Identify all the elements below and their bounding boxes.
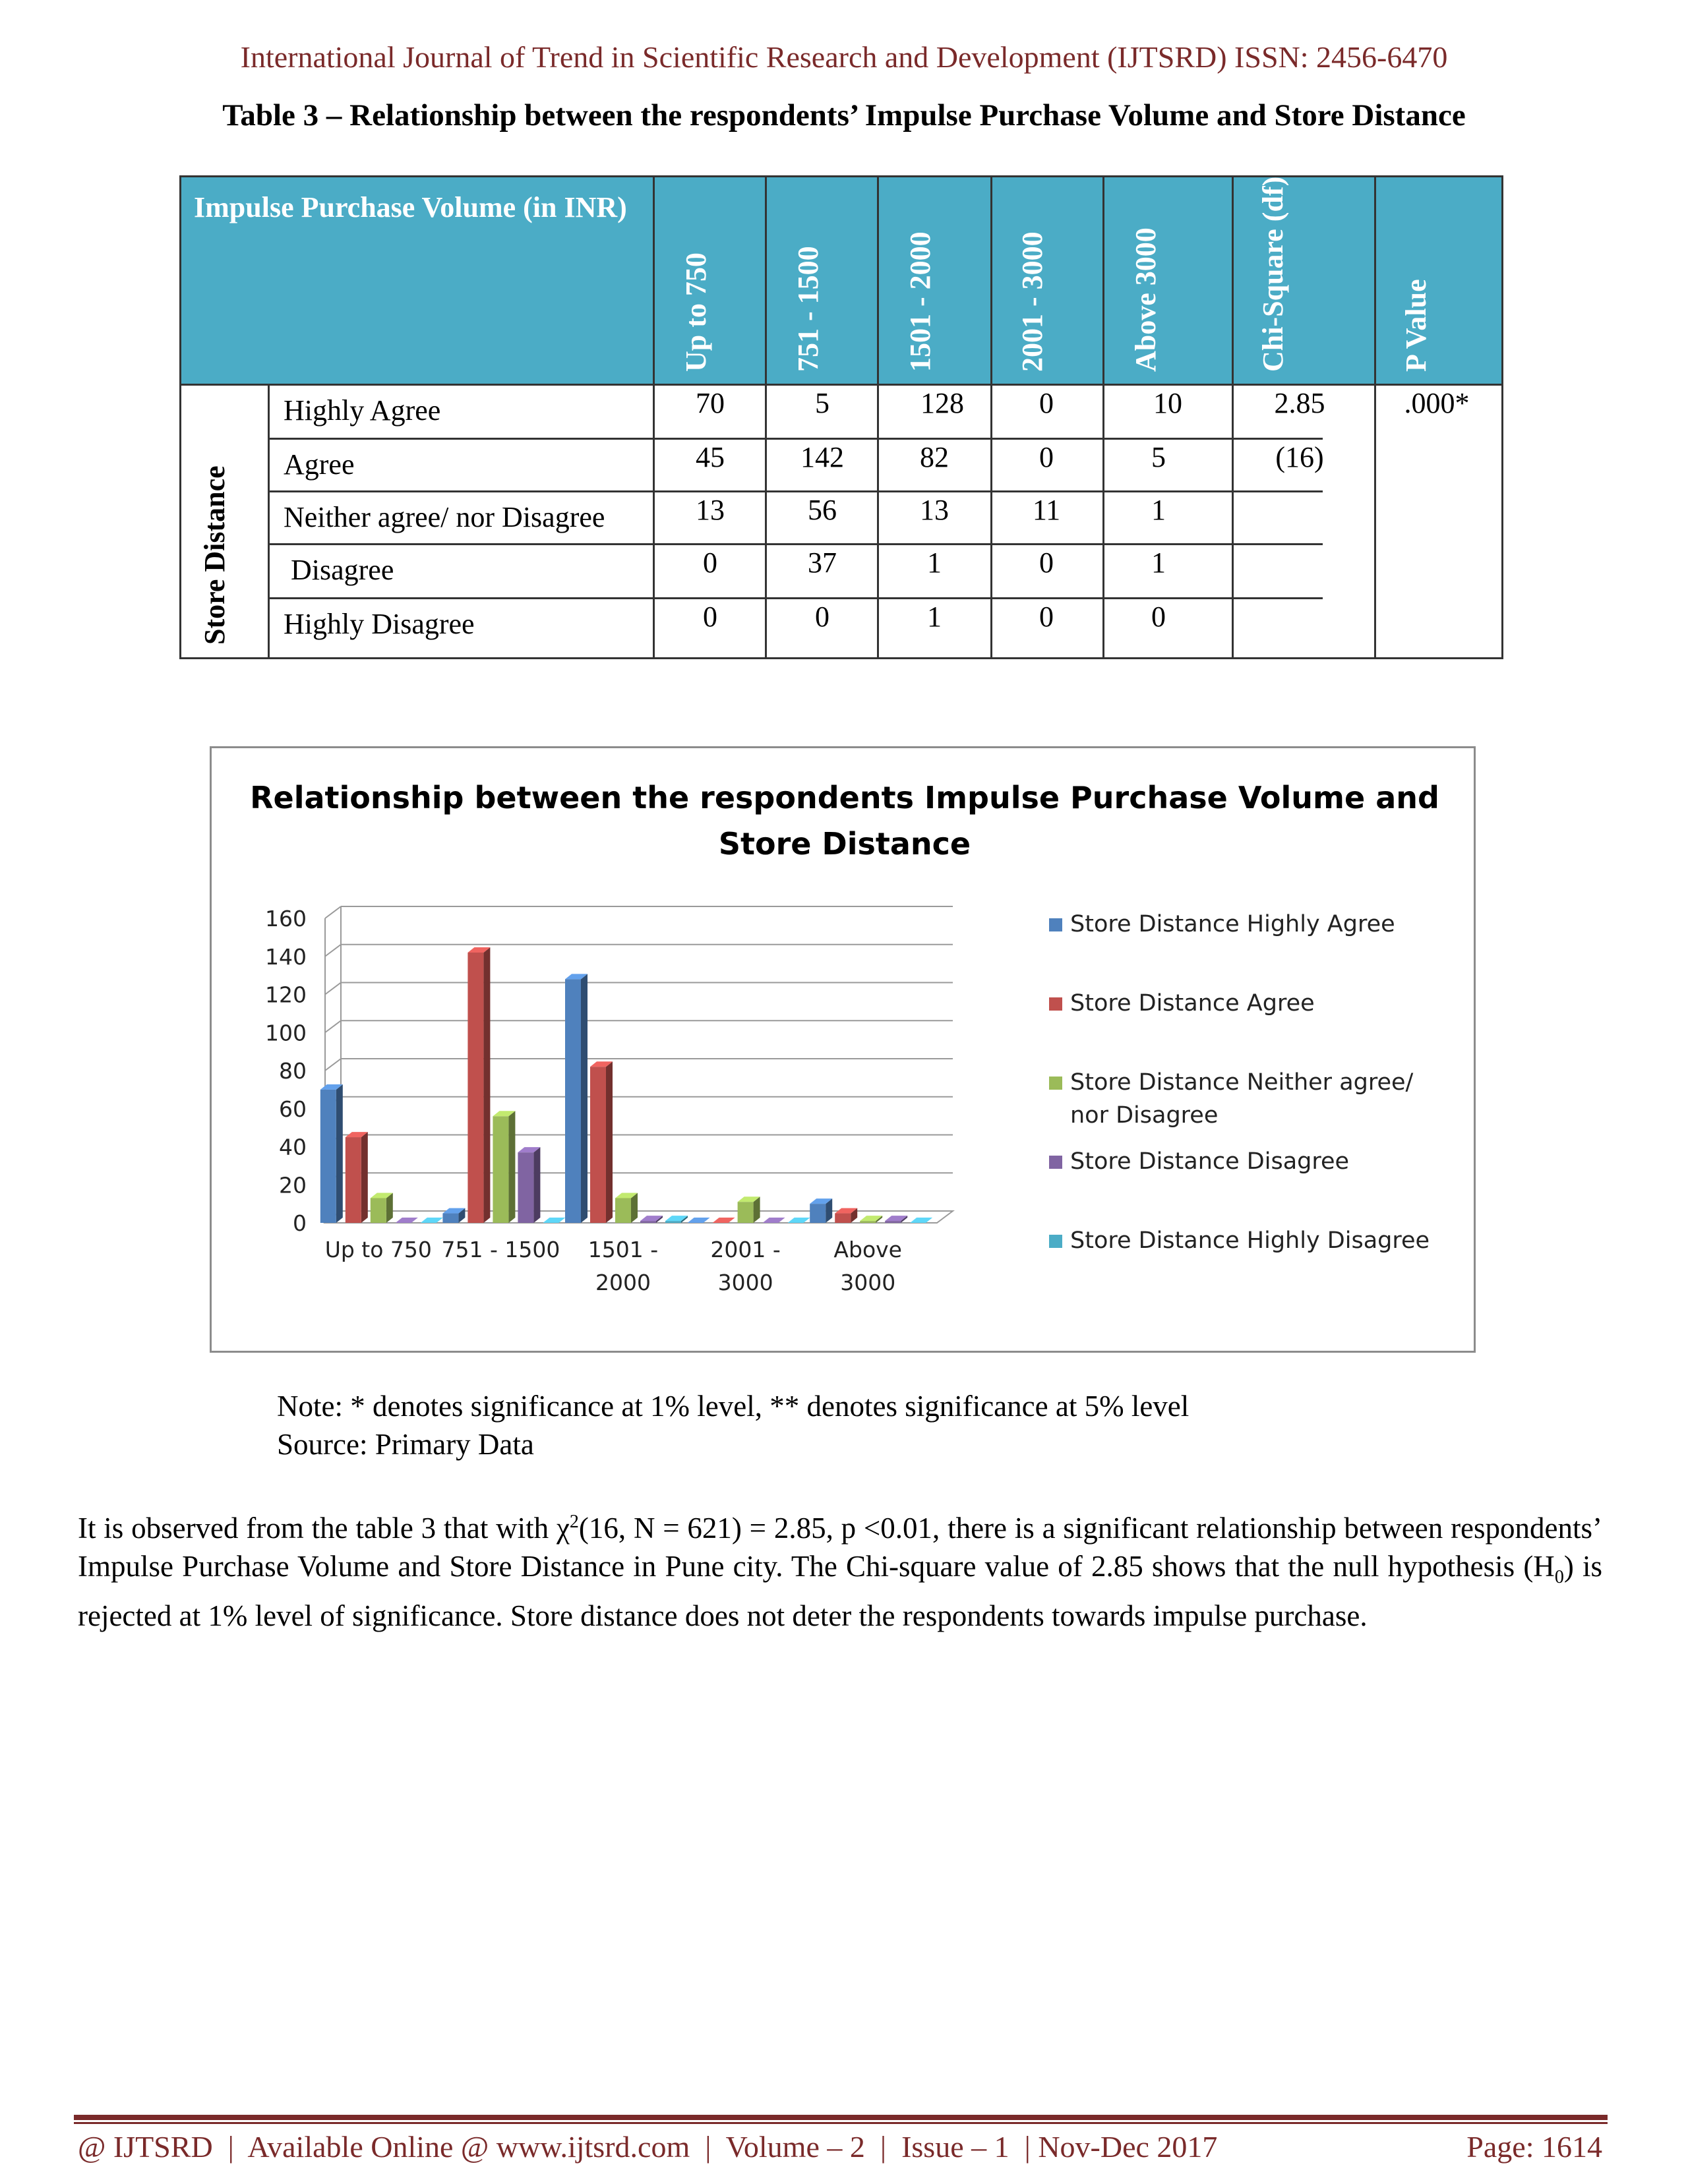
x-tick-label: 3000: [840, 1270, 896, 1295]
row-label: Highly Disagree: [284, 608, 475, 640]
row-label: Agree: [284, 448, 355, 481]
row-label: Disagree: [284, 554, 394, 586]
y-tick-label: 60: [279, 1096, 307, 1122]
bar: [810, 1204, 826, 1223]
chi-square-label: Chi-Square (df): [1257, 176, 1289, 372]
bar: [615, 1198, 631, 1223]
bar: [835, 1214, 851, 1223]
bar-side: [631, 1193, 638, 1223]
col-header-2001-3000: 2001 - 3000: [1016, 231, 1048, 372]
bar: [590, 1067, 606, 1223]
source-line: Source: Primary Data: [277, 1428, 534, 1461]
y-tick-label: 100: [265, 1020, 307, 1046]
corner-header: Impulse Purchase Volume (in INR): [194, 191, 627, 223]
page-number: Page: 1614: [1466, 2130, 1602, 2164]
gridline: [325, 983, 341, 995]
chi-square-value: 2.85: [1274, 387, 1325, 419]
y-tick-label: 140: [265, 943, 307, 970]
para-text: It is observed from the table 3 that with: [78, 1512, 557, 1545]
bar: [885, 1221, 901, 1223]
table-cell: 0: [1151, 601, 1166, 633]
y-tick-label: 120: [265, 982, 307, 1008]
x-tick-label: Above: [833, 1237, 902, 1262]
data-table: [179, 175, 1503, 659]
note-line: Note: * denotes significance at 1% level, ** denotes significance at 5% level: [277, 1390, 1190, 1423]
para-text: ) is rejected at 1% level of significance. Store distance does not deter the respondents towards impulse purchase.: [78, 1550, 1603, 1632]
chi-symbol: χ: [556, 1512, 570, 1545]
bar: [493, 1116, 508, 1223]
footer-info: @ IJTSRD | Available Online @ www.ijtsrd.com | Volume – 2 | Issue – 1 | Nov-Dec 2017: [78, 2130, 1218, 2164]
para-text: (16, N = 621) = 2.85, p <0.01, there is a significant relationship between respondents’ Impulse Purchase Volume and Store Distance in Pune city. The Chi-square value of 2.85 shows that the null hypothesis (H: [78, 1512, 1603, 1583]
footer-rule: [74, 2115, 1608, 2120]
bar-side: [533, 1147, 540, 1223]
legend-swatch: [1049, 1235, 1062, 1248]
legend-swatch: [1049, 1156, 1062, 1169]
bar: [565, 979, 581, 1223]
gridline: [325, 945, 341, 957]
y-tick-label: 160: [265, 906, 307, 931]
table-cell: 142: [800, 441, 844, 473]
p-value: .000*: [1404, 387, 1470, 419]
row-label: Neither agree/ nor Disagree: [284, 501, 605, 533]
superscript: 2: [569, 1512, 579, 1532]
bar: [346, 1137, 361, 1223]
gridline: [325, 1059, 341, 1071]
y-tick-label: 20: [279, 1172, 307, 1198]
legend-label: Store Distance Highly Disagree: [1070, 1227, 1430, 1254]
table-cell: 11: [1032, 494, 1061, 526]
table-cell: 82: [920, 441, 949, 473]
table-cell: 0: [1039, 601, 1054, 633]
bar: [665, 1221, 681, 1223]
table-cell: 70: [696, 387, 725, 419]
col-header-up-to-750: Up to 750: [680, 252, 712, 372]
table-cell: 10: [1153, 387, 1182, 419]
body-paragraph: [78, 1503, 1602, 1635]
legend-label: Store Distance Highly Agree: [1070, 911, 1395, 937]
footer-rule: [74, 2122, 1608, 2124]
x-tick-label: 2000: [595, 1270, 651, 1295]
gridline: [325, 1020, 341, 1032]
x-tick-label: Up to 750: [324, 1237, 432, 1262]
table-cell: 56: [808, 494, 837, 526]
x-tick-label: 1501 -: [588, 1237, 659, 1262]
legend-label: Store Distance Neither agree/ nor Disagree: [1070, 1069, 1414, 1129]
bar-side: [606, 1061, 613, 1223]
x-tick-label: 751 - 1500: [441, 1237, 560, 1262]
bar: [860, 1221, 876, 1223]
y-tick-label: 40: [279, 1134, 307, 1160]
table-cell: 13: [696, 494, 725, 526]
bar-side: [508, 1111, 515, 1223]
bar: [371, 1198, 386, 1223]
x-tick-label: 3000: [717, 1270, 773, 1295]
x-tick-label: 2001 -: [710, 1237, 781, 1262]
legend-label: Store Distance Agree: [1070, 990, 1315, 1017]
table-cell: 1: [1151, 546, 1166, 579]
table-cell: 13: [920, 494, 949, 526]
table-cell: 0: [815, 601, 829, 633]
legend-swatch: [1049, 997, 1062, 1011]
side-label-store-distance: Store Distance: [198, 465, 231, 645]
table-note: [277, 1387, 1189, 1463]
y-tick-label: 0: [293, 1210, 307, 1236]
chart-title: Relationship between the respondents Impulse Purchase Volume and Store Distance: [250, 780, 1439, 862]
table-cell: 0: [703, 601, 717, 633]
table-cell: 5: [1151, 441, 1166, 473]
chi-square-df: (16): [1275, 441, 1324, 473]
table-cell: 0: [703, 546, 717, 579]
bar: [640, 1221, 656, 1223]
table-cell: 0: [1039, 441, 1054, 473]
bar: [442, 1214, 458, 1223]
table-cell: 37: [808, 546, 837, 579]
table-cell: 45: [696, 441, 725, 473]
chart-frame: [210, 746, 1476, 1353]
table-cell: 128: [920, 387, 964, 419]
legend-swatch: [1049, 918, 1062, 931]
y-tick-label: 80: [279, 1058, 307, 1084]
bar: [518, 1152, 533, 1223]
floor: [325, 1211, 953, 1223]
table-title: Table 3 – Relationship between the respondents’ Impulse Purchase Volume and Store Distance: [222, 98, 1466, 133]
bar: [467, 953, 483, 1223]
bar-side: [483, 947, 490, 1223]
gridline: [325, 906, 341, 918]
bar-side: [581, 974, 588, 1223]
table-cell: 0: [1039, 546, 1054, 579]
bar: [738, 1202, 754, 1223]
bar-side: [336, 1084, 343, 1223]
subscript: 0: [1554, 1567, 1564, 1587]
col-header-p-value: P Value: [1400, 279, 1432, 372]
bar-side: [386, 1193, 393, 1223]
table-cell: 1: [1151, 494, 1166, 526]
table-cell: 0: [1039, 387, 1054, 419]
col-header-1501-2000: 1501 - 2000: [904, 231, 936, 372]
col-header-above-3000: Above 3000: [1130, 227, 1162, 372]
bar: [320, 1090, 336, 1223]
table-cell: 1: [927, 546, 942, 579]
col-header-751-1500: 751 - 1500: [792, 246, 824, 372]
table-cell: 5: [815, 387, 829, 419]
bar-side: [361, 1132, 368, 1223]
legend-swatch: [1049, 1077, 1062, 1090]
bar-chart: [212, 748, 1478, 1355]
table-cell: 1: [927, 601, 942, 633]
row-label: Highly Agree: [284, 394, 441, 427]
legend-label: Store Distance Disagree: [1070, 1148, 1350, 1175]
journal-header: International Journal of Trend in Scientific Research and Development (IJTSRD) ISSN: 2456-6470: [240, 40, 1448, 74]
